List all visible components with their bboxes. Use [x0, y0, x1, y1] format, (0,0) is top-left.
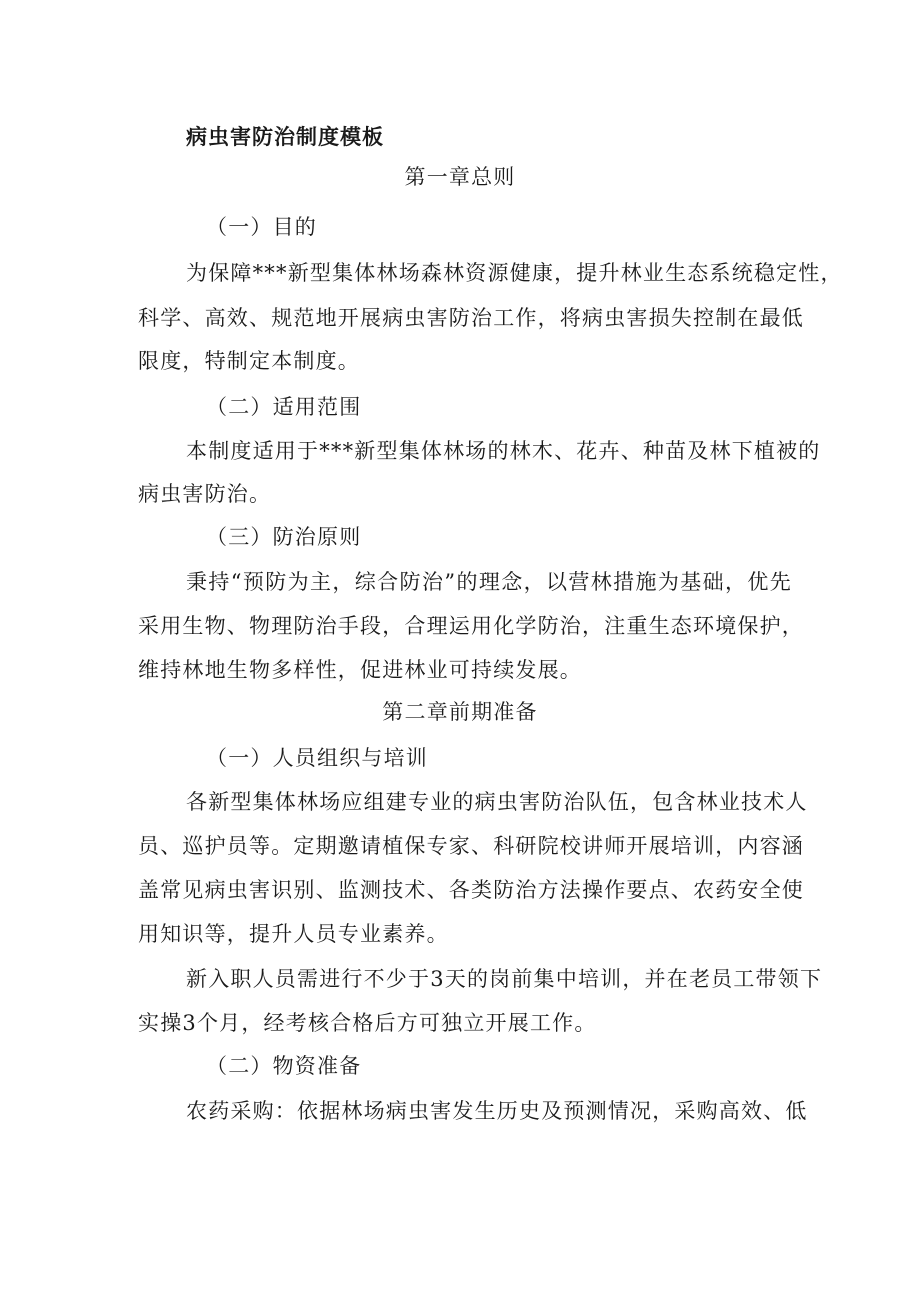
- paragraph-line: 采用生物、物理防治手段，合理运用化学防治，注重生态环境保护，: [138, 614, 804, 638]
- paragraph-line: 用知识等，提升人员专业素养。: [138, 922, 449, 946]
- document-title: 病虫害防治制度模板: [186, 125, 384, 149]
- paragraph-line: 为保障***新型集体林场森林资源健康，提升林业生态系统稳定性，: [186, 261, 843, 285]
- paragraph-line: 农药采购：依据林场病虫害发生历史及预测情况，采购高效、低: [186, 1099, 808, 1123]
- section-2-1-heading: （一）人员组织与培训: [206, 746, 428, 770]
- paragraph-line: 限度，特制定本制度。: [138, 349, 360, 373]
- paragraph-line: 本制度适用于***新型集体林场的林木、花卉、种苗及林下植被的: [186, 439, 821, 463]
- paragraph-line: 科学、高效、规范地开展病虫害防治工作，将病虫害损失控制在最低: [138, 306, 804, 330]
- chapter-2-heading: 第二章前期准备: [382, 700, 538, 724]
- chapter-1-heading: 第一章总则: [404, 165, 516, 189]
- paragraph-line: 病虫害防治。: [138, 482, 272, 506]
- paragraph-line: 秉持“预防为主，综合防治”的理念，以营林措施为基础，优先: [186, 570, 792, 594]
- paragraph-line: 盖常见病虫害识别、监测技术、各类防治方法操作要点、农药安全使: [138, 878, 804, 902]
- paragraph-line: 维持林地生物多样性，促进林业可持续发展。: [138, 658, 582, 682]
- paragraph-line: 员、巡护员等。定期邀请植保专家、科研院校讲师开展培训，内容涵: [138, 834, 804, 858]
- section-1-1-heading: （一）目的: [206, 215, 317, 239]
- section-1-3-heading: （三）防治原则: [206, 525, 362, 549]
- section-2-2-heading: （二）物资准备: [206, 1054, 362, 1078]
- section-1-2-heading: （二）适用范围: [206, 395, 362, 419]
- paragraph-line: 新入职人员需进行不少于3天的岗前集中培训，并在老员工带领下: [186, 967, 823, 991]
- paragraph-line: 实操3个月，经考核合格后方可独立开展工作。: [138, 1011, 597, 1035]
- paragraph-line: 各新型集体林场应组建专业的病虫害防治队伍，包含林业技术人: [186, 790, 808, 814]
